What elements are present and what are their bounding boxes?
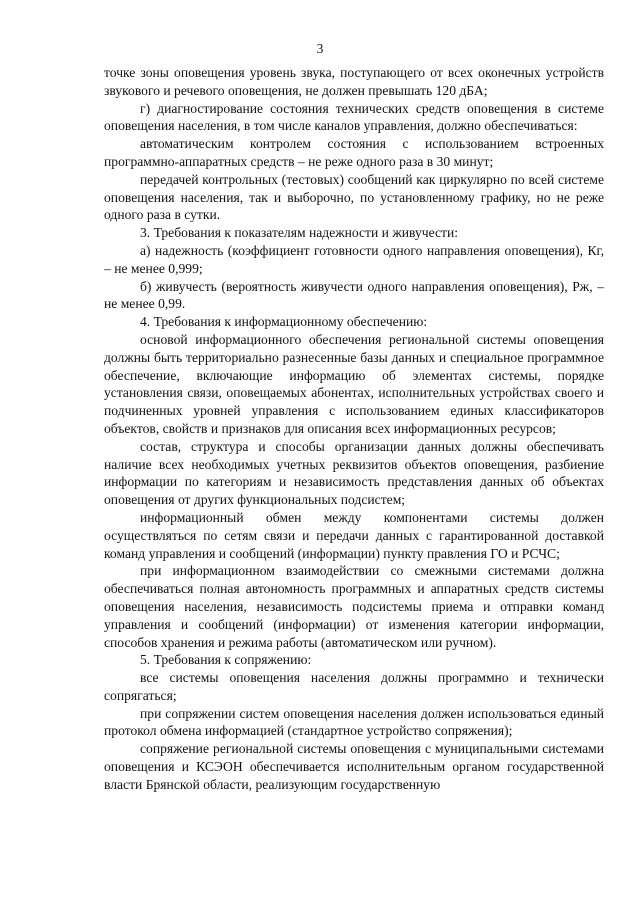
paragraph-test-messages: передачей контрольных (тестовых) сообщений как циркулярно по всей системе оповещения населения, так и выборочно, по установленному графику, но не реже одного раза в сутки. [104, 171, 604, 223]
paragraph-survivability: б) живучесть (вероятность живучести одного направления оповещения), Рж, – не менее 0,99. [104, 278, 604, 312]
paragraph-regional-interfacing: сопряжение региональной системы оповещения с муниципальными системами оповещения и КСЭОН обеспечивается исполнительным органом государственной власти Брянской области, реализующим государственную [104, 741, 604, 792]
paragraph-continuation: точке зоны оповещения уровень звука, поступающего от всех оконечных устройств звукового и речевого оповещения, не должен превышать 120 дБА; [104, 65, 604, 98]
document-body [104, 64, 604, 794]
paragraph-protocol: при сопряжении систем оповещения населения должен использоваться единый протокол обмена информацией (стандартное устройство сопряжения); [104, 705, 604, 739]
page-number: 3 [316, 41, 324, 56]
paragraph-data-structure: состав, структура и способы организации данных должны обеспечивать наличие всех необходимых учетных реквизитов объектов оповещения, разбиение информации по категориям и независимость представления данных об объектах оповещения от других функциональных подсистем; [104, 438, 604, 508]
section-heading-reliability: 3. Требования к показателям надежности и живучести: [140, 225, 458, 241]
section-heading-interfacing: 5. Требования к сопряжению: [140, 652, 312, 668]
paragraph-reliability: а) надежность (коэффициент готовности одного направления оповещения), Кг, – не менее 0,999; [104, 242, 604, 276]
section-heading-information-support: 4. Требования к информационному обеспечению: [140, 314, 428, 330]
paragraph-databases: основой информационного обеспечения региональной системы оповещения должны быть территориально разнесенные базы данных и специальное программное обеспечение, включающие информацию об элементах системы, порядке установления связи, оповещаемых абонентах, исполнительных устройствах своего и подчиненных уровней управления с использованием единых классификаторов объектов, свойств и признаков для описания всех информационных ресурсов; [104, 331, 604, 436]
paragraph-interfacing-all: все системы оповещения населения должны программно и технически сопрягаться; [104, 670, 604, 703]
paragraph-information-exchange: информационный обмен между компонентами системы должен осуществляться по сетям связи и передачи данных с гарантированной доставкой команд управления и сообщений (информации) пункту правления ГО и РСЧС; [104, 509, 604, 561]
paragraph-interaction: при информационном взаимодействии со смежными системами должна обеспечиваться полная автономность программных и аппаратных средств системы оповещения населения, независимость подсистемы приема и отправки команд управления и сообщений (информации) от изменения категории информации, способов хранения и режима работы (автоматическом или ручном). [104, 563, 604, 650]
paragraph-diagnostics: г) диагностирование состояния технических средств оповещения в системе оповещения населения, в том числе каналов управления, должно обеспечиваться: [104, 100, 604, 134]
paragraph-automatic-control: автоматическим контролем состояния с использованием встроенных программно-аппаратных средств – не реже одного раза в 30 минут; [104, 136, 604, 169]
